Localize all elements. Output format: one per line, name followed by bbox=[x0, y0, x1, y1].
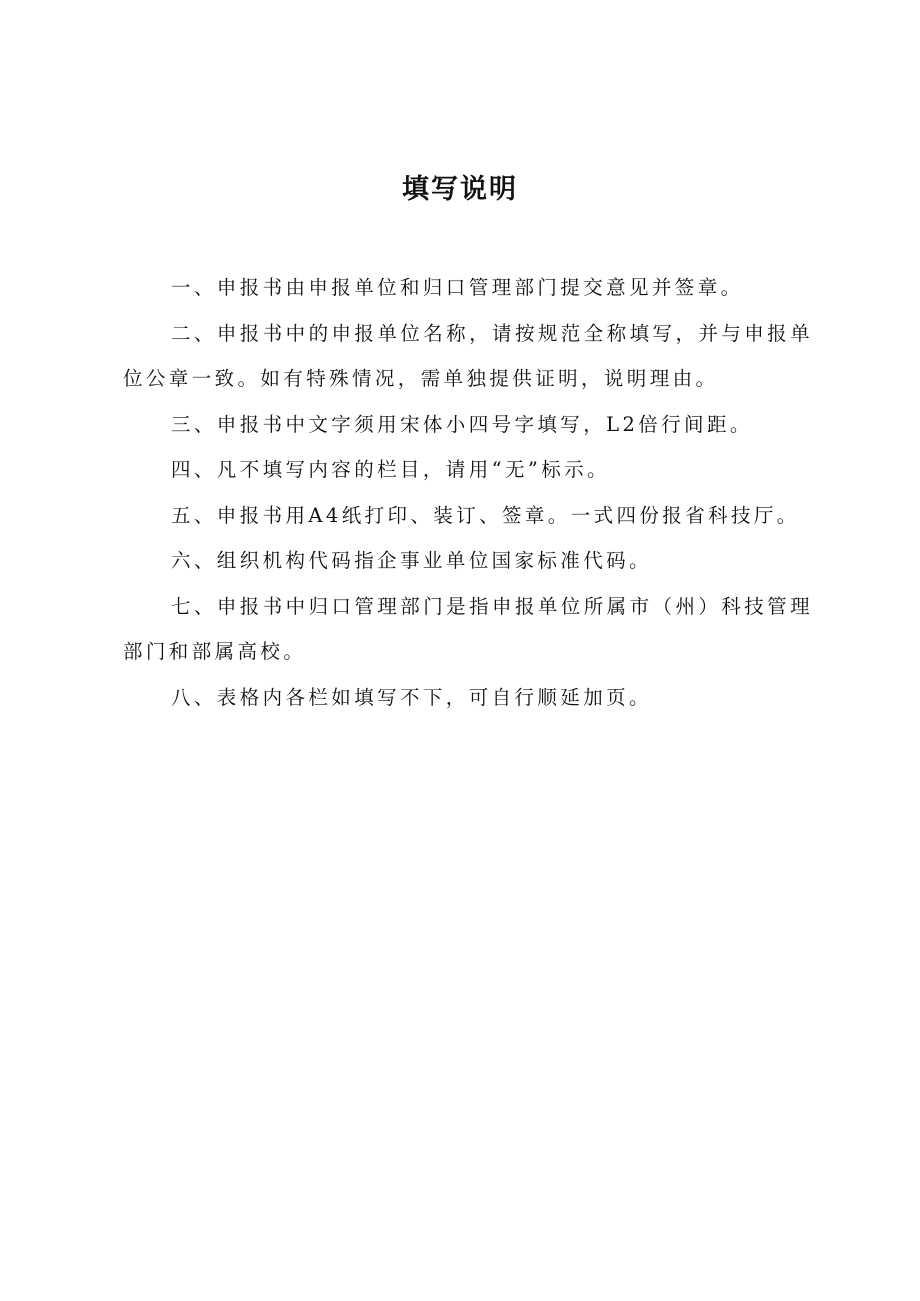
instruction-item-5: 五、申报书用A4纸打印、装订、签章。一式四份报省科技厅。 bbox=[171, 503, 800, 527]
instruction-list bbox=[123, 265, 813, 720]
instruction-item-4: 四、凡不填写内容的栏目，请用“无”标示。 bbox=[171, 458, 610, 481]
instruction-item-6: 六、组织机构代码指企事业单位国家标准代码。 bbox=[171, 549, 652, 572]
instruction-item-8: 八、表格内各栏如填写不下，可自行顺延加页。 bbox=[171, 685, 652, 709]
instruction-item-7: 七、申报书中归口管理部门是指申报单位所属市（州）科技管理部门和部属高校。 bbox=[123, 594, 813, 663]
instruction-item-1: 一、申报书由申报单位和归口管理部门提交意见并签章。 bbox=[171, 276, 744, 299]
instruction-item-2: 二、申报书中的申报单位名称，请按规范全称填写，并与申报单位公章一致。如有特殊情况，需单独提供证明，说明理由。 bbox=[123, 321, 813, 390]
instruction-item-3: 三、申报书中文字须用宋体小四号字填写，L2倍行间距。 bbox=[171, 412, 753, 436]
page-title: 填写说明 bbox=[402, 174, 518, 205]
